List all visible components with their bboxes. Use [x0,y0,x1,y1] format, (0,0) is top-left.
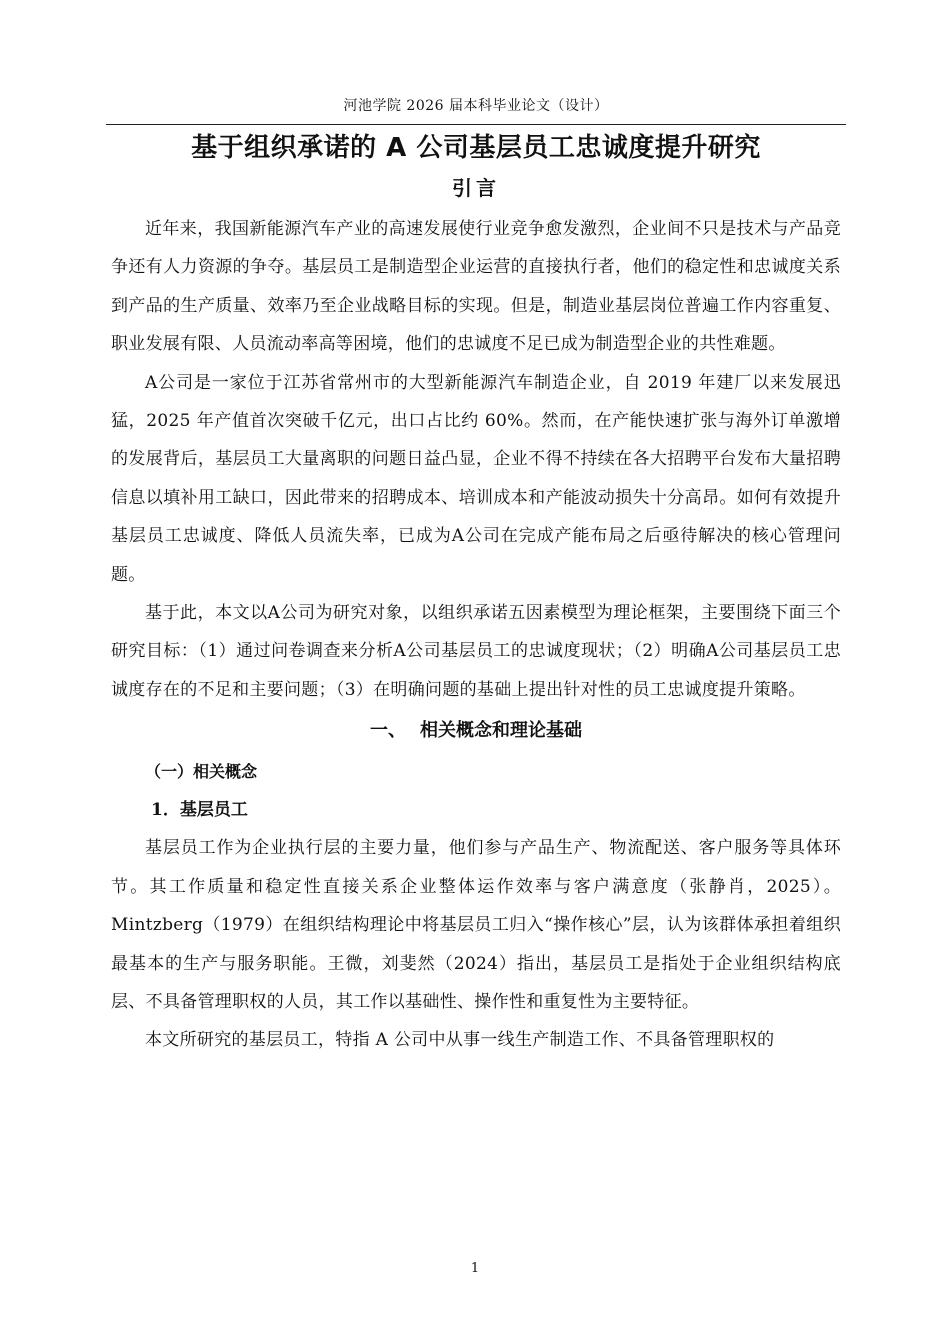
intro-paragraph-1: 近年来，我国新能源汽车产业的高速发展使行业竞争愈发激烈，企业间不只是技术与产品竞争还有人力资源的争夺。基层员工是制造型企业运营的直接执行者，他们的稳定性和忠诚度关系到产品的生产质量、效率乃至企业战略目标的实现。但是，制造业基层岗位普遍工作内容重复、职业发展有限、人员流动率高等困境，他们的忠诚度不足已成为制造型企业的共性难题。 [111,219,841,355]
page-number: 1 [470,1261,480,1276]
section-heading [111,709,841,753]
body-paragraph-2: 本文所研究的基层员工，特指 A 公司中从事一线生产制造工作、不具备管理职权的 [145,1030,775,1051]
body-paragraph-1: 基层员工作为企业执行层的主要力量，他们参与产品生产、物流配送、客户服务等具体环节。其工作质量和稳定性直接关系企业整体运作效率与客户满意度（张静肖，2025）。Mintzberg（1979）在组织结构理论中将基层员工归入“操作核心”层，认为该群体承担着组织最基本的生产与服务职能。王微，刘斐然（2024）指出，基层员工是指处于企业组织结构底层、不具备管理职权的人员，其工作以基础性、操作性和重复性为主要特征。 [111,838,841,1012]
header-rule [106,124,846,125]
running-header: 河池学院 2026 届本科毕业论文（设计） [343,98,609,114]
item-heading: 1．基层员工 [151,800,248,821]
section-number: 一、 [370,720,406,742]
paper-title: 基于组织承诺的 A 公司基层员工忠诚度提升研究 [191,133,761,163]
intro-paragraph-2: A公司是一家位于江苏省常州市的大型新能源汽车制造企业，自 2019 年建厂以来发展迅猛，2025 年产值首次突破千亿元，出口占比约 60%。然而，在产能快速扩张与海外订单激增的发展背后，基层员工大量离职的问题日益凸显，企业不得不持续在各大招聘平台发布大量招聘信息以填补用工缺口，因此带来的招聘成本、培训成本和产能波动损失十分高昂。如何有效提升基层员工忠诚度、降低人员流失率，已成为A公司在完成产能布局之后亟待解决的核心管理问题。 [111,372,841,585]
intro-heading: 引言 [452,176,500,200]
subsection-heading: （一）相关概念 [145,762,258,782]
section-title: 相关概念和理论基础 [420,720,582,742]
page-content [111,128,841,1060]
intro-paragraph-3: 基于此，本文以A公司为研究对象，以组织承诺五因素模型为理论框架，主要围绕下面三个研究目标：（1）通过问卷调查来分析A公司基层员工的忠诚度现状；（2）明确A公司基层员工忠诚度存在的不足和主要问题；（3）在明确问题的基础上提出针对性的员工忠诚度提升策略。 [111,603,841,700]
